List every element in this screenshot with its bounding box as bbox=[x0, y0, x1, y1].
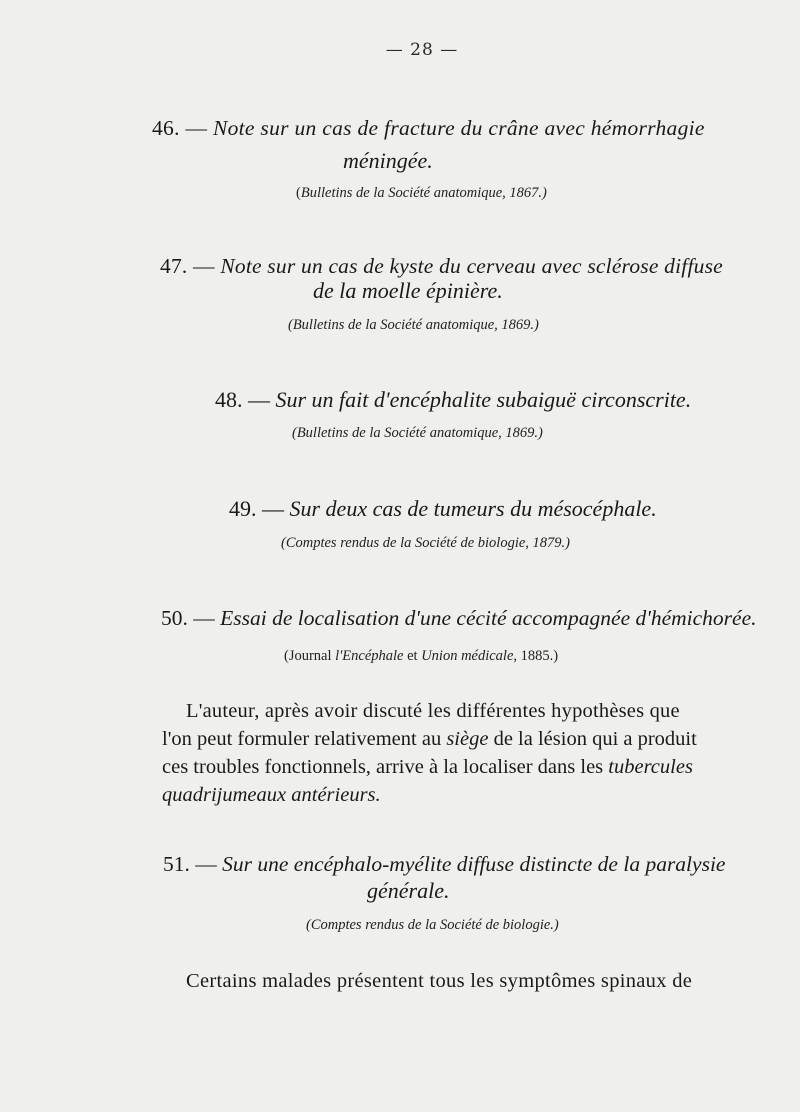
final-paragraph-line: Certains malades présentent tous les symptômes spinaux de bbox=[186, 970, 693, 992]
entry-46-title bbox=[152, 116, 705, 142]
entry-46-source: (Bulletins de la Société anatomique, 1867.) bbox=[296, 185, 547, 201]
entry-48-source: (Bulletins de la Société anatomique, 1869.) bbox=[292, 425, 543, 441]
paragraph-line-4: quadrijumeaux antérieurs. bbox=[162, 784, 381, 806]
paragraph-line-3: ces troubles fonctionnels, arrive à la localiser dans les tubercules bbox=[162, 756, 693, 778]
entry-51-source: (Comptes rendus de la Société de biologie.) bbox=[306, 917, 559, 933]
paragraph-emph-tubercules: tubercules bbox=[608, 756, 693, 778]
page-number: — 28 — bbox=[385, 40, 459, 60]
entry-46-number: 46. — bbox=[152, 116, 208, 140]
entry-50-title bbox=[161, 606, 757, 632]
entry-49-source: (Comptes rendus de la Société de biologie, 1879.) bbox=[281, 535, 571, 551]
entry-50-number: 50. — bbox=[161, 606, 215, 630]
entry-51-title-text: Sur une encéphalo-myélite diffuse distincte de la paralysie bbox=[222, 852, 726, 876]
entry-47-title bbox=[160, 254, 723, 280]
paragraph-line-2: l'on peut formuler relativement au siège de la lésion qui a produit bbox=[162, 728, 697, 750]
entry-49-title-text: Sur deux cas de tumeurs du mésocéphale. bbox=[289, 496, 657, 521]
entry-49-title bbox=[229, 496, 657, 522]
entry-47-source: (Bulletins de la Société anatomique, 1869.) bbox=[288, 317, 539, 333]
entry-49-number: 49. — bbox=[229, 496, 284, 521]
entry-51-title-cont: générale. bbox=[367, 878, 450, 903]
entry-50-source: (Journal l'Encéphale et Union médicale, 1885.) bbox=[284, 648, 559, 664]
entry-47-title-cont: de la moelle épinière. bbox=[313, 278, 503, 303]
paragraph-line-1: L'auteur, après avoir discuté les différentes hypothèses que bbox=[186, 700, 680, 722]
entry-48-title bbox=[215, 387, 691, 413]
entry-46-source-text: Bulletins de la Société anatomique, 1867.) bbox=[300, 185, 547, 201]
entry-50-source-journal: l'Encéphale bbox=[335, 648, 404, 664]
entry-48-title-text: Sur un fait d'encéphalite subaiguë circonscrite. bbox=[275, 387, 692, 412]
entry-48-number: 48. — bbox=[215, 387, 270, 412]
paragraph-emph-siege: siège bbox=[446, 728, 489, 750]
entry-51-title bbox=[163, 852, 725, 878]
entry-46-title-text: Note sur un cas de fracture du crâne avec hémorrhagie bbox=[212, 116, 705, 140]
entry-46-title-cont: méningée. bbox=[343, 148, 433, 173]
entry-47-number: 47. — bbox=[160, 254, 215, 278]
entry-50-source-union: Union médicale bbox=[421, 648, 514, 664]
entry-51-number: 51. — bbox=[163, 852, 217, 876]
entry-50-title-text: Essai de localisation d'une cécité accompagnée d'hémichorée. bbox=[220, 606, 757, 630]
entry-47-title-text: Note sur un cas de kyste du cerveau avec sclérose diffuse bbox=[220, 254, 723, 278]
